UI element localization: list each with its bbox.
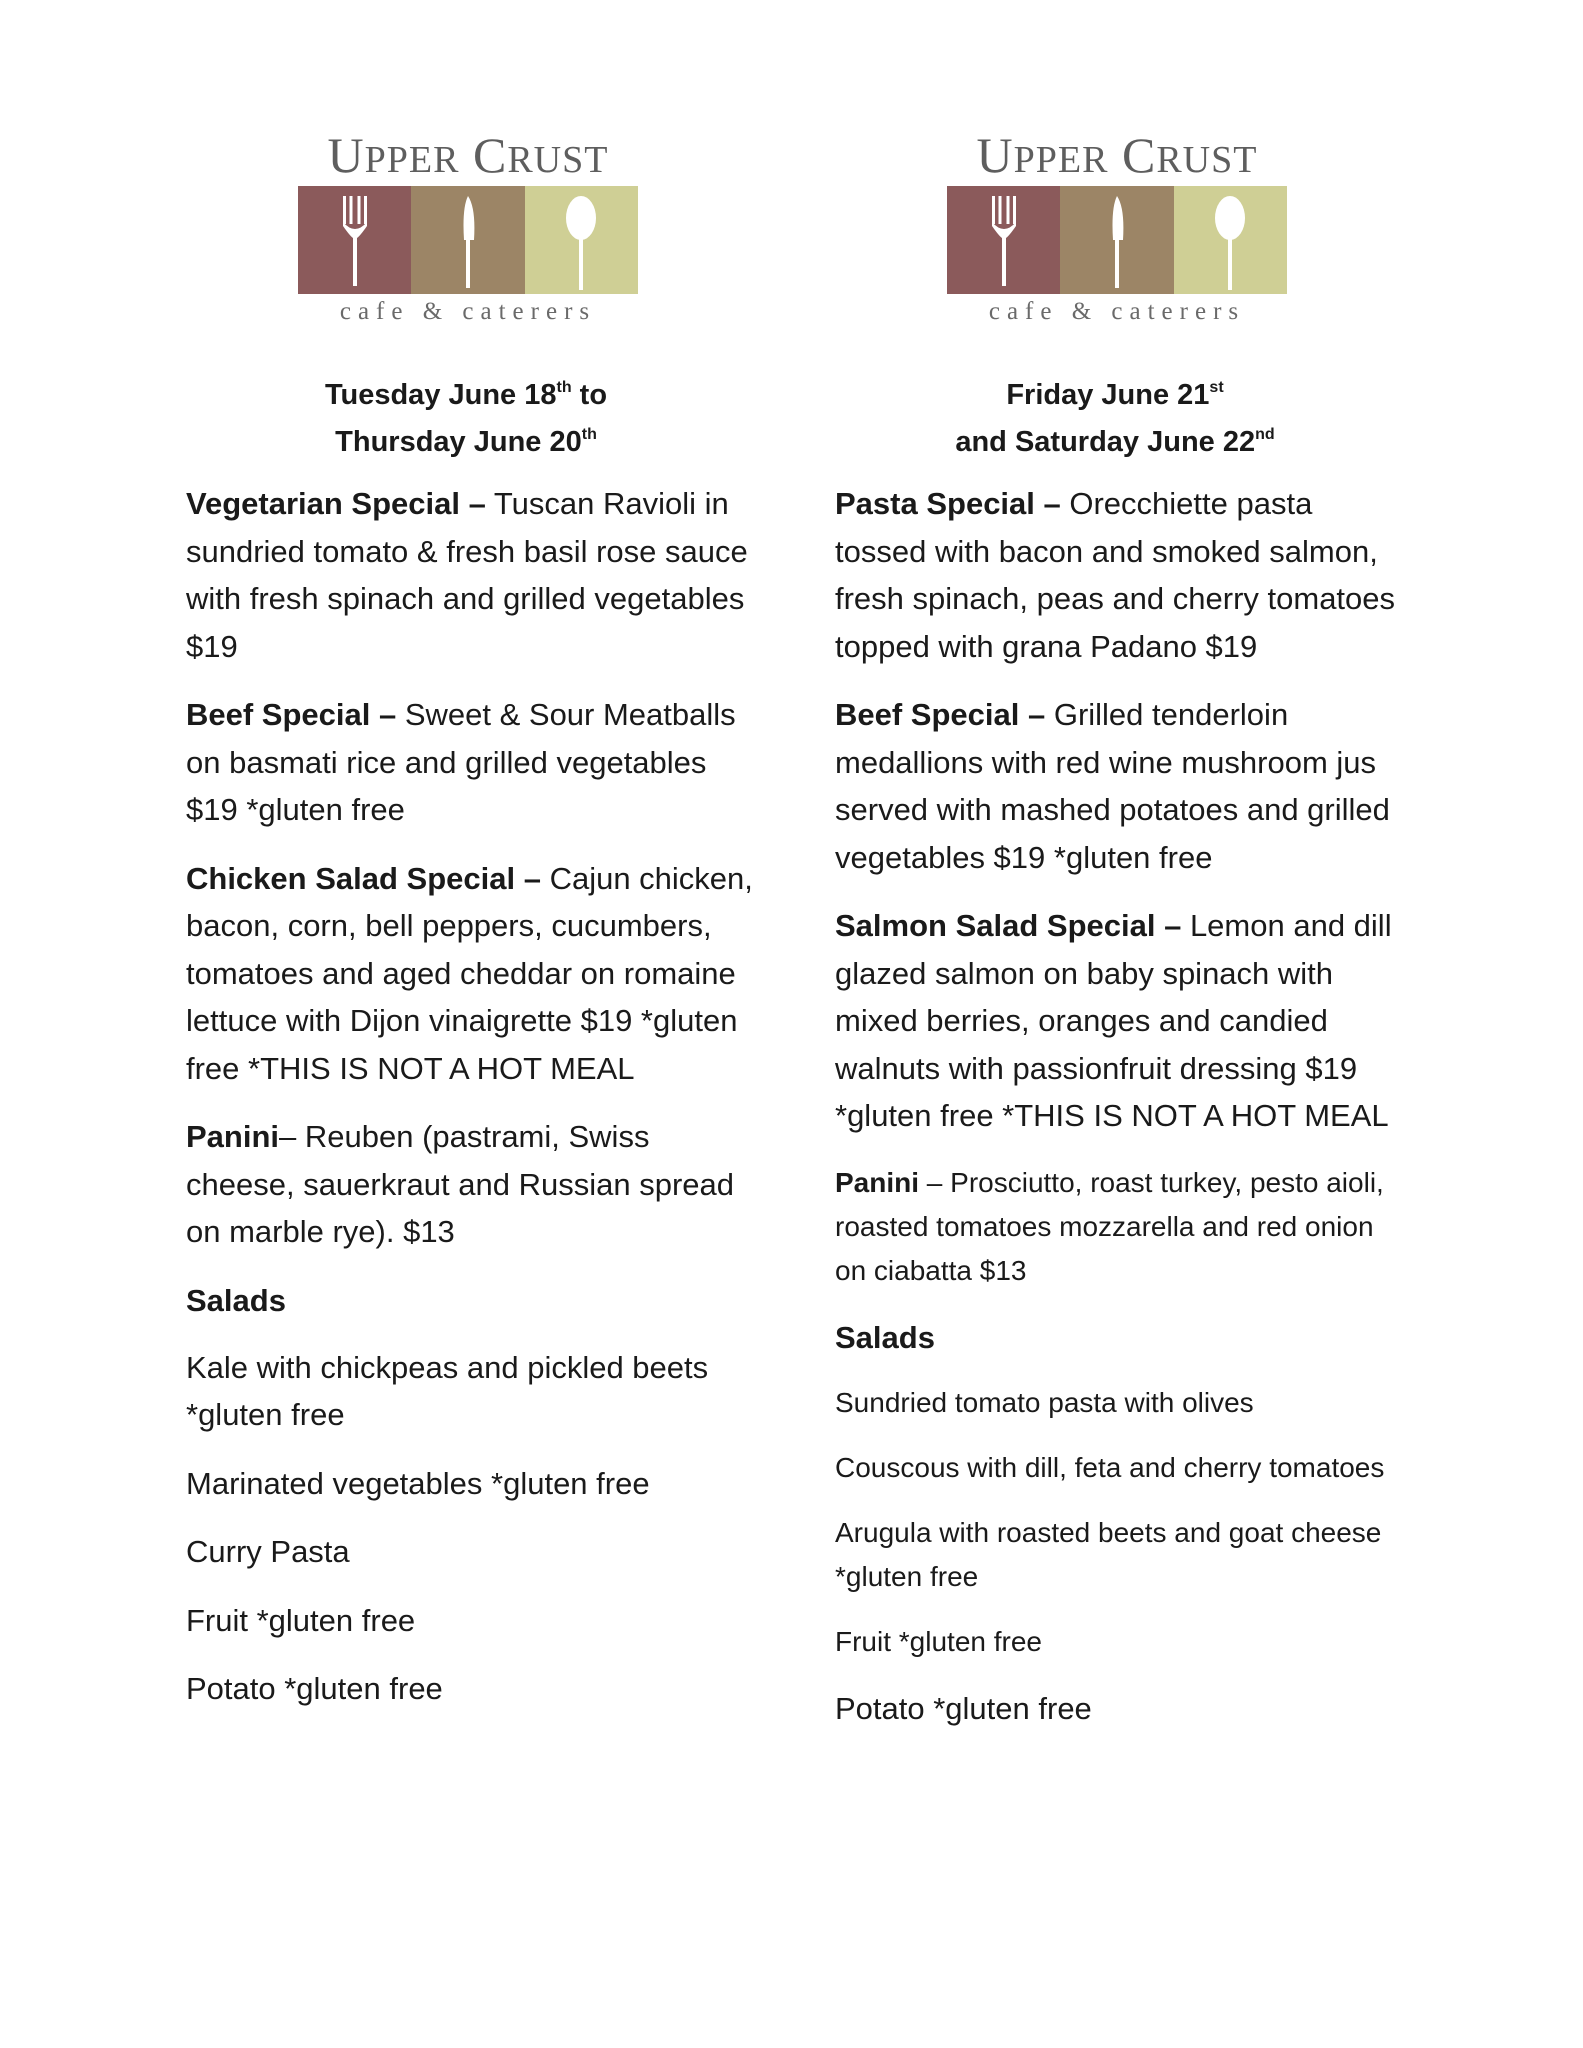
upper-crust-logo: [298, 127, 638, 330]
logo-tiles: [947, 186, 1287, 294]
upper-crust-logo: [947, 127, 1287, 330]
salad-item: Curry Pasta: [186, 1534, 350, 1569]
special-item: Beef Special – Sweet & Sour Meatballs on basmati rice and grilled vegetables $19 *gluten free: [186, 697, 736, 827]
salad-item: Potato *gluten free: [186, 1671, 443, 1706]
logo-tagline: cafe & caterers: [988, 298, 1246, 325]
salad-item: Fruit *gluten free: [186, 1602, 416, 1638]
logo-tiles: [298, 186, 638, 294]
logo-tile-spoon: [525, 186, 638, 294]
special-item: Beef Special – Grilled tenderloin medallions with red wine mushroom jus served with mashed potatoes and grilled vegetables $19 *gluten free: [835, 697, 1390, 875]
special-item: Pasta Special – Orecchiette pasta tossed with bacon and smoked salmon, fresh spinach, peas and cherry tomatoes topped with grana Padano $19: [835, 486, 1396, 664]
salad-item: Couscous with dill, feta and cherry tomatoes: [835, 1451, 1385, 1483]
menu-content: [835, 480, 1405, 1753]
special-item: Panini– Reuben (pastrami, Swiss cheese, sauerkraut and Russian spread on marble rye). $13: [186, 1119, 734, 1249]
date-line-1: Tuesday June 18th to: [324, 379, 608, 411]
special-item: Salmon Salad Special – Lemon and dill glazed salmon on baby spinach with mixed berries, oranges and candied walnuts with passionfruit dressing $19 *gluten free *THIS IS NOT A HOT MEAL: [835, 908, 1392, 1133]
salad-item: Fruit *gluten free: [835, 1625, 1042, 1657]
salads-heading: Salads: [835, 1319, 935, 1355]
date-line-1: Friday June 21st: [1006, 379, 1224, 411]
salad-item: Kale with chickpeas and pickled beets *gluten free: [186, 1349, 709, 1432]
date-range-heading: [186, 372, 746, 466]
special-item: Vegetarian Special – Tuscan Ravioli in sundried tomato & fresh basil rose sauce with fresh spinach and grilled vegetables $19: [186, 486, 748, 664]
spoon-icon: [1212, 196, 1248, 290]
date-line-2: and Saturday June 22nd: [955, 426, 1275, 458]
logo-tile-knife: [411, 186, 524, 294]
logo-tagline: cafe & caterers: [339, 298, 597, 325]
fork-icon: [989, 196, 1019, 286]
date-range-heading: [835, 372, 1395, 466]
menu-content: [186, 480, 756, 1734]
date-line-2: Thursday June 20th: [335, 426, 597, 458]
logo-tile-knife: [1060, 186, 1173, 294]
salad-item: Potato *gluten free: [835, 1690, 1092, 1726]
logo-wordmark: UPPER CRUST: [327, 127, 609, 183]
fork-icon: [340, 196, 370, 286]
logo-wordmark: UPPER CRUST: [976, 127, 1258, 183]
special-item: Chicken Salad Special – Cajun chicken, bacon, corn, bell peppers, cucumbers, tomatoes and aged cheddar on romaine lettuce with Dijon vinaigrette $19 *gluten free *THIS IS NOT A HOT MEAL: [186, 860, 753, 1086]
knife-icon: [1105, 196, 1129, 288]
logo-tile-fork: [947, 186, 1060, 294]
salad-item: Arugula with roasted beets and goat cheese *gluten free: [835, 1516, 1382, 1592]
spoon-icon: [563, 196, 599, 290]
logo-tile-fork: [298, 186, 411, 294]
salad-item: Marinated vegetables *gluten free: [186, 1465, 650, 1501]
special-item: Panini – Prosciutto, roast turkey, pesto aioli, roasted tomatoes mozzarella and red onion on ciabatta $13: [835, 1166, 1384, 1286]
logo-tile-spoon: [1174, 186, 1287, 294]
salads-heading: Salads: [186, 1282, 286, 1318]
knife-icon: [456, 196, 480, 288]
salad-item: Sundried tomato pasta with olives: [835, 1386, 1254, 1418]
